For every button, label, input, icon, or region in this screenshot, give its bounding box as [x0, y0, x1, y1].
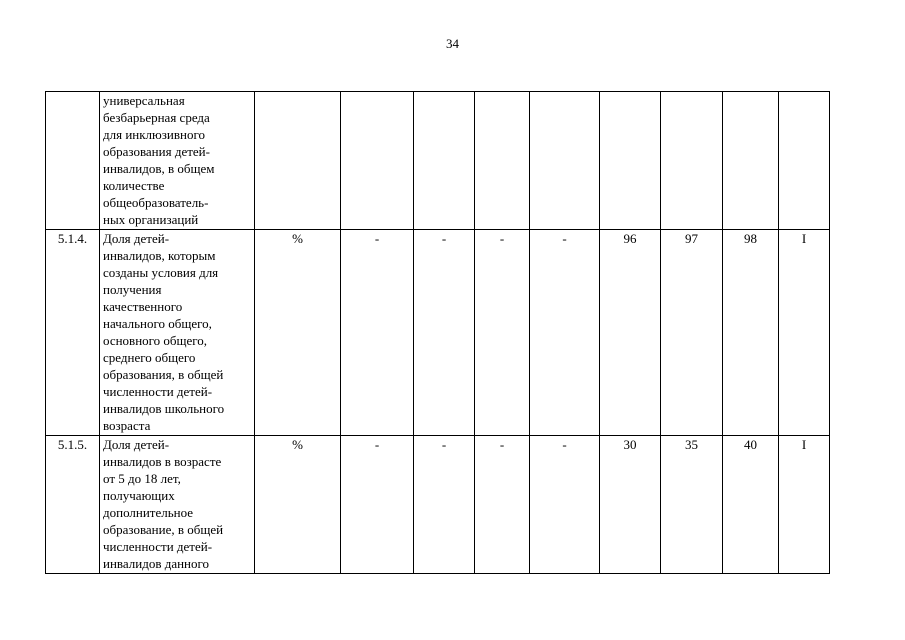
unit-cell: %: [255, 436, 341, 574]
indicator-table: [45, 91, 830, 574]
table-row: [46, 436, 830, 574]
value-cell: -: [341, 436, 414, 574]
value-cell: -: [414, 436, 475, 574]
value-cell: -: [530, 436, 600, 574]
value-cell: -: [475, 436, 530, 574]
value-cell: [779, 92, 830, 230]
page-number: 34: [446, 36, 459, 51]
value-cell: [475, 92, 530, 230]
value-cell: [661, 92, 723, 230]
unit-cell: %: [255, 230, 341, 436]
value-cell: I: [779, 230, 830, 436]
value-cell: 96: [600, 230, 661, 436]
value-cell: 30: [600, 436, 661, 574]
value-cell: [341, 92, 414, 230]
value-cell: -: [341, 230, 414, 436]
value-cell: [600, 92, 661, 230]
value-cell: 98: [723, 230, 779, 436]
value-cell: I: [779, 436, 830, 574]
value-cell: -: [530, 230, 600, 436]
indicator-name: Доля детей- инвалидов, которым созданы условия для получения качественного начального общего, основного общего, среднего общего образования, в общей численности детей- инвалидов школьного возраста: [100, 230, 255, 436]
indicator-name: универсальная безбарьерная среда для инклюзивного образования детей- инвалидов, в общем количестве общеобразователь- ных организаций: [100, 92, 255, 230]
value-cell: [530, 92, 600, 230]
row-number: [46, 92, 100, 230]
value-cell: 97: [661, 230, 723, 436]
value-cell: 40: [723, 436, 779, 574]
value-cell: -: [475, 230, 530, 436]
row-number: 5.1.4.: [46, 230, 100, 436]
row-number: 5.1.5.: [46, 436, 100, 574]
table-row: [46, 230, 830, 436]
indicator-name: Доля детей- инвалидов в возрасте от 5 до 18 лет, получающих дополнительное образование, в общей численности детей- инвалидов данного: [100, 436, 255, 574]
value-cell: [723, 92, 779, 230]
value-cell: 35: [661, 436, 723, 574]
value-cell: -: [414, 230, 475, 436]
unit-cell: [255, 92, 341, 230]
table-row: [46, 92, 830, 230]
value-cell: [414, 92, 475, 230]
